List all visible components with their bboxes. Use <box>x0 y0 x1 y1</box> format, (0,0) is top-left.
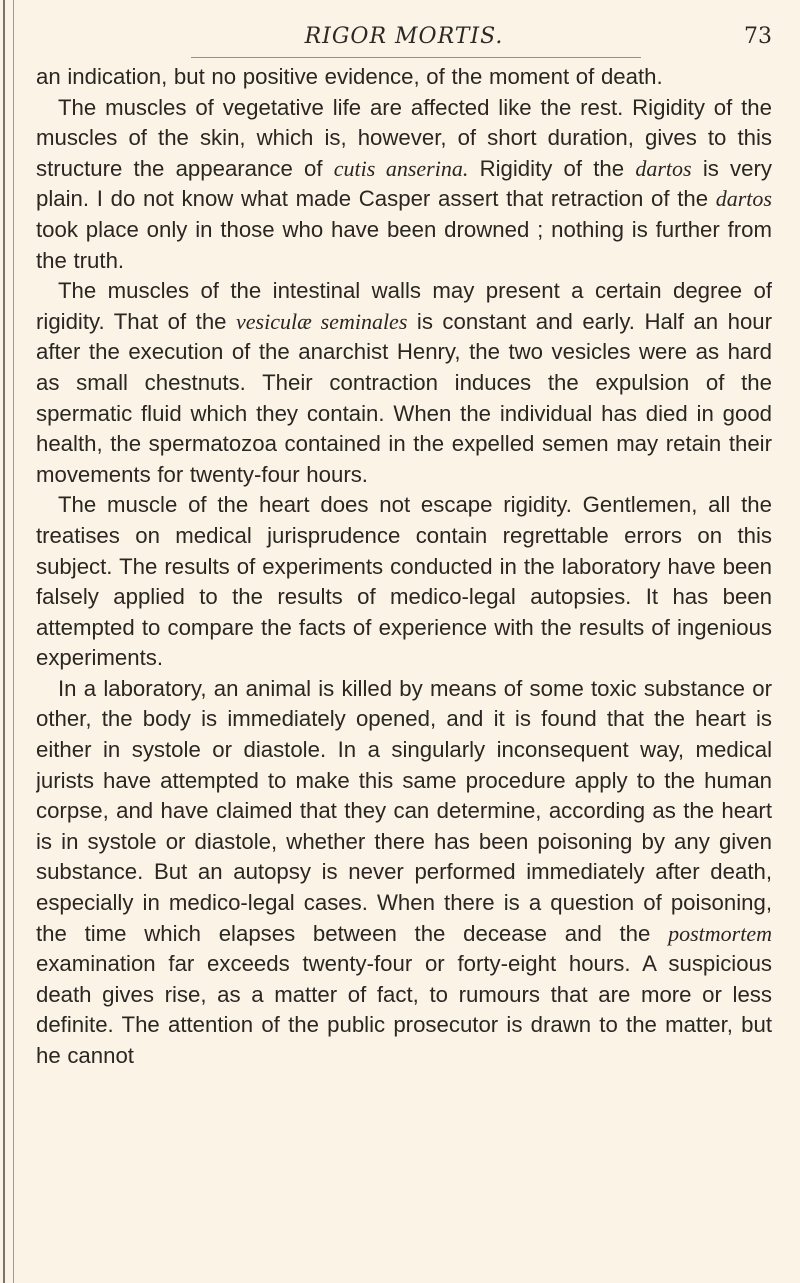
paragraph <box>36 674 772 1072</box>
text-run: Rigidity of the <box>468 155 636 181</box>
running-title: RIGOR MORTIS. <box>304 24 504 49</box>
italic-term: cutis anserina. <box>333 155 469 181</box>
text-run: The muscles of the intestinal walls may present a certain degree of rigidity. That of the <box>36 278 772 334</box>
paragraph <box>36 276 772 490</box>
paragraph <box>36 490 772 674</box>
book-page <box>36 0 772 1283</box>
header-rule <box>191 57 641 58</box>
text-run: In a laboratory, an animal is killed by means of some toxic substance or other, the body is immediately opened, and it is found that the heart is either in systole or diastole. In a singularly inconsequent way, medical jurists have attempted to make this same procedure apply to the human corpse, and have claimed that they can determine, according as the heart is in systole or diastole, whether there has been poisoning by any given substance. But an autopsy is never performed immediately after death, especially in medico-legal cases. When there is a question of poisoning, the time which elapses between the decease and the <box>36 675 772 946</box>
binding-edge-shadow <box>13 0 14 1283</box>
italic-term: vesiculæ seminales <box>236 308 408 334</box>
italic-term: dartos <box>635 155 692 181</box>
text-run: took place only in those who have been drowned ; nothing is further from the truth. <box>36 216 772 273</box>
italic-term: postmortem <box>668 920 772 946</box>
body-text <box>36 62 772 1072</box>
text-run: The muscle of the heart does not escape rigidity. Gentlemen, all the treatises on medical jurisprudence contain regrettable errors on this subject. The results of experiments conducted in the laboratory have been falsely applied to the results of medico-legal autopsies. It has been attempted to compare the facts of experience with the results of ingenious experiments. <box>36 492 772 671</box>
text-run: examination far exceeds twenty-four or forty-eight hours. A suspicious death gives rise, as a matter of fact, to rumours that are more or less definite. The attention of the public prosecutor is drawn to the matter, but he cannot <box>36 951 772 1068</box>
italic-term: dartos <box>715 186 772 212</box>
text-run: an indication, but no positive evidence, of the moment of death. <box>36 64 663 89</box>
text-run: The muscles of vegetative life are affected like the rest. Rigidity of the muscles of the skin, which is, however, of short duration, gives to this structure the appearance of <box>36 94 772 181</box>
paragraph <box>36 93 772 277</box>
running-head <box>36 24 772 60</box>
binding-edge-line <box>3 0 5 1283</box>
text-run: is very plain. I do not know what made Casper assert that retraction of the <box>36 155 772 212</box>
page-number: 73 <box>744 24 772 49</box>
paragraph <box>36 62 772 93</box>
text-run: is constant and early. Half an hour after the execution of the anarchist Henry, the two vesicles were as hard as small chestnuts. Their contraction induces the expulsion of the spermatic fluid which they contain. When the individual has died in good health, the spermatozoa contained in the expelled semen may retain their movements for twenty-four hours. <box>36 308 772 487</box>
